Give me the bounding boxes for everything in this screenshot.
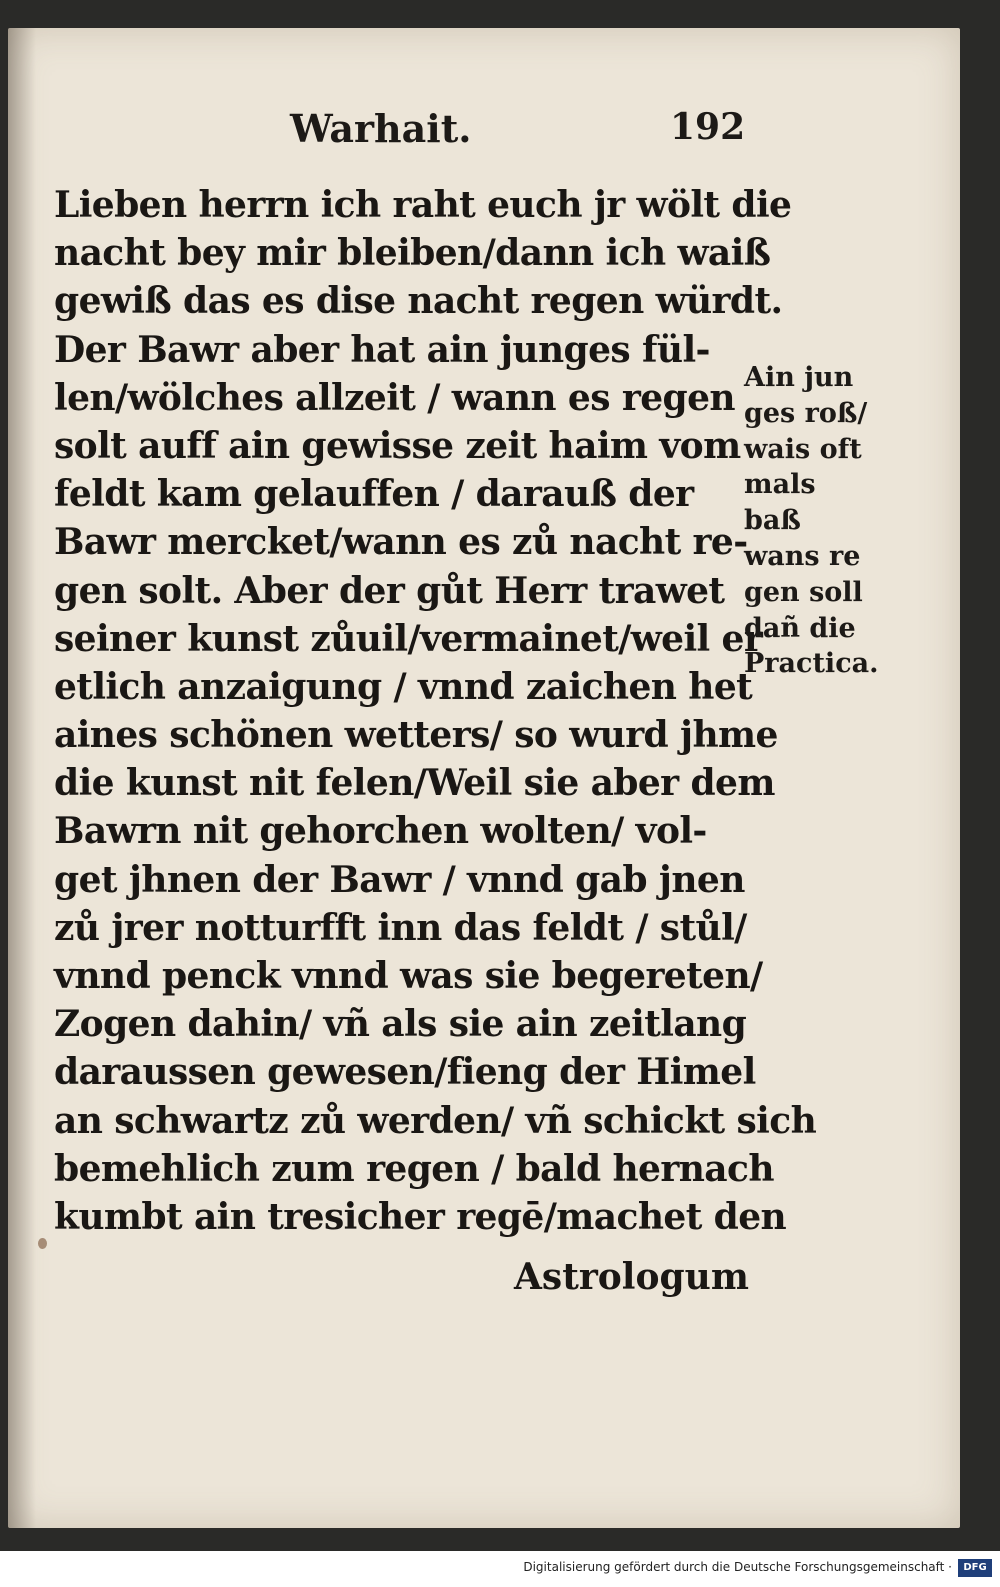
footer-bar bbox=[0, 1551, 1000, 1587]
text-line: feldt kam gelauffen / darauß der bbox=[54, 473, 694, 516]
text-line: gen solt. Aber der gůt Herr trawet bbox=[54, 569, 725, 612]
text-line: Lieben herrn ich raht euch jr wölt die bbox=[54, 184, 792, 226]
text-line: solt auff ain gewisse zeit haim vom bbox=[54, 424, 741, 467]
marginal-line: mals bbox=[744, 469, 816, 501]
marginal-line: Practica. bbox=[744, 648, 879, 680]
text-line: an schwartz zů werden/ vñ schickt sich bbox=[54, 1099, 817, 1142]
marginal-note bbox=[744, 360, 894, 682]
marginal-line: dañ die bbox=[744, 612, 856, 644]
text-line: Bawrn nit gehorchen wolten/ vol- bbox=[54, 810, 707, 853]
book-page bbox=[8, 28, 960, 1528]
funding-notice: Digitalisierung gefördert durch die Deutsche Forschungsgemeinschaft · bbox=[523, 1560, 952, 1574]
text-line: kumbt ain tresicher regē/machet den bbox=[54, 1195, 787, 1238]
text-line: bemehlich zum regen / bald hernach bbox=[54, 1147, 774, 1190]
text-line: get jhnen der Bawr / vnnd gab jnen bbox=[54, 858, 745, 901]
ink-blot bbox=[38, 1238, 47, 1249]
text-line: Zogen dahin/ vñ als sie ain zeitlang bbox=[54, 1003, 747, 1046]
text-line: aines schönen wetters/ so wurd jhme bbox=[54, 714, 778, 757]
text-line: seiner kunst zůuil/vermainet/weil er bbox=[54, 617, 763, 660]
marginal-line: Ain jun bbox=[744, 362, 854, 393]
text-line: len/wölches allzeit / wann es regen bbox=[54, 376, 735, 419]
catchword: Astrologum bbox=[514, 1256, 749, 1298]
text-line: zů jrer notturfft inn das feldt / stůl/ bbox=[54, 906, 747, 949]
marginal-line: gen soll bbox=[744, 576, 863, 608]
text-line: Bawr mercket/wann es zů nacht re- bbox=[54, 521, 748, 564]
marginal-line: wais oft bbox=[744, 433, 862, 465]
text-line: daraussen gewesen/fieng der Himel bbox=[54, 1051, 756, 1094]
text-line: Der Bawr aber hat ain junges fül- bbox=[54, 328, 710, 371]
text-line: vnnd penck vnnd was sie begereten/ bbox=[54, 955, 763, 997]
running-title: Warhait. bbox=[290, 106, 472, 151]
running-head bbox=[8, 106, 748, 156]
text-line: nacht bey mir bleiben/dann ich waiß bbox=[54, 232, 771, 275]
marginal-line: wans re bbox=[744, 540, 861, 572]
dfg-logo: DFG bbox=[958, 1559, 992, 1577]
marginal-line: baß bbox=[744, 505, 801, 537]
marginal-line: ges roß/ bbox=[744, 397, 868, 429]
text-line: die kunst nit felen/Weil sie aber dem bbox=[54, 762, 775, 805]
page-number: 192 bbox=[670, 106, 746, 148]
text-line: gewiß das es dise nacht regen würdt. bbox=[54, 280, 783, 323]
text-line: etlich anzaigung / vnnd zaichen het bbox=[54, 665, 753, 708]
